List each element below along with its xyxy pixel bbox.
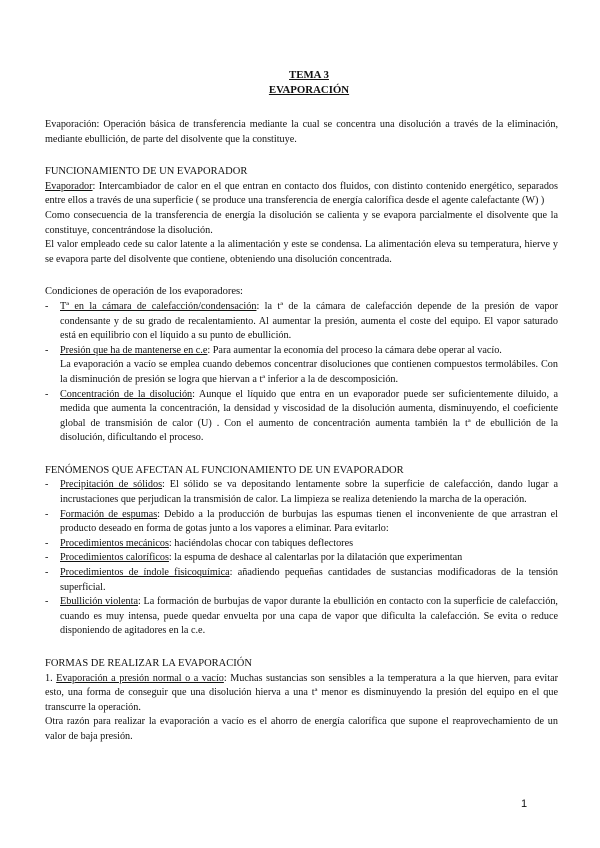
evaporador-definition [45,180,558,209]
list-term: Precipitación de sólidos [60,479,163,491]
list-dash: - [45,479,49,491]
title-line-2: EVAPORACIÓN [268,84,350,96]
intro-paragraph: Evaporación: Operación básica de transferencia mediante la cual se concentra una disolución a través de la eliminación, mediante ebullición, de parte del disolvente que la constituye. [45,119,558,145]
list-term: Ebullición violenta [60,596,138,608]
list-dash: - [45,344,49,356]
list-item-continuation: La evaporación a vacío se emplea cuando debemos concentrar disoluciones que contienen compuestos termolábiles. Con la disminución de presión se logra que hiervan a tª inferior a la de descomposición. [60,359,558,385]
list-item [45,537,558,552]
list-term: Tª en la cámara de calefacción/condensación [60,300,257,312]
list-text: : El sólido se va depositando lentamente sobre la superficie de calefacción, dando lugar a incrustaciones que perjudican la transmisión de calor. La limpieza se realiza deteniendo la marcha de la operación. [60,479,558,506]
list-item [45,551,558,566]
funcionamiento-paragraph-3: El valor empleado cede su calor latente a la alimentación y este se condensa. La alimentación eleva su temperatura, hierve y se evapora parte del disolvente que contiene, obteniendo una disolución concentrada. [45,239,558,265]
list-text: : la espuma de deshace al calentarlas por la dilatación que experimentan [168,552,463,564]
list-text: : Aunque el líquido que entra en un evaporador puede ser suficientemente diluido, a medida que aumenta la concentración, la densidad y viscosidad de la disolución aumenta, disminuyendo, el coeficiente global de transmisión de calor (U) . Con el aumento de concentración aumenta también la tª de ebullición de la disolución, dificultando el proceso. [60,388,558,444]
section-heading-funcionamiento: FUNCIONAMIENTO DE UN EVAPORADOR [45,166,248,178]
list-text: : La formación de burbujas de vapor durante la ebullición en contacto con la superficie de calefacción, cuando es muy intensa, puede quedar envuelta por una capa de vapor que dificulta la calefacción. Se evita o reduce disponiendo de agitadores en la c.e. [60,596,558,637]
formas-text: : Muchas sustancias son sensibles a la temperatura a la que hierven, para evitar esto, una forma de conseguir que una disolución hierva a una tª menor es disminuyendo la presión del equipo en el que transcurre la operación. [45,672,558,713]
list-text: : la tª de la cámara de calefacción depende de la presión de vapor condensante y de su grado de recalentamiento. Al aumentar la presión, aumenta el coste del equipo. El vapor saturado está en equilibrio con el líquido a su punto de ebullición. [60,300,559,342]
list-item [45,300,558,344]
formas-term: Evaporación a presión normal o a vacío [56,672,224,684]
formas-paragraph-2: Otra razón para realizar la evaporación a vacío es el ahorro de energía calorífica que supone el reaprovechamiento de un valor de baja presión. [45,716,558,742]
list-text: : Para aumentar la economía del proceso la cámara debe operar al vacío. [207,344,502,356]
list-term: Formación de espumas [60,508,158,520]
list-item [45,344,558,359]
list-dash: - [45,508,49,520]
list-dash: - [45,567,49,579]
list-term: Procedimientos mecánicos [60,537,169,549]
page-number: 1 [521,798,528,810]
list-term: Procedimientos caloríficos [60,552,169,564]
list-dash: - [45,552,49,564]
evaporador-text: : Intercambiador de calor en el que entran en contacto dos fluidos, con distinto contenido energético, separados entre ellos a través de una superficie ( se produce una transferencia de energía calorífica desde el agente calefactante (W) ) [45,180,558,207]
list-item [45,388,558,446]
list-term: Concentración de la disolución [60,388,193,400]
list-dash: - [45,300,49,312]
formas-item-1 [45,672,558,716]
document-page [45,68,558,745]
list-item [45,566,558,595]
title-line-1: TEMA 3 [289,69,329,81]
list-term: Procedimientos de índole fisicoquímica [60,567,230,579]
list-text: : añadiendo pequeñas cantidades de sustancias modificadoras de la tensión superficial. [60,567,558,593]
list-term: Presión que ha de mantenerse en c.e [60,344,208,356]
section-heading-fenomenos: FENÓMENOS QUE AFECTAN AL FUNCIONAMIENTO DE UN EVAPORADOR [45,464,404,476]
list-item [45,508,558,537]
list-item [45,478,558,507]
item-number: 1. [45,672,57,684]
list-text: : Debido a la producción de burbujas las espumas tienen el inconveniente de que arrastran el producto deseado en forma de gotas junto a los vapores a eliminar. Para evitarlo: [60,508,558,535]
list-dash: - [45,537,49,549]
list-dash: - [45,596,49,608]
list-item [45,595,558,639]
section-heading-formas: FORMAS DE REALIZAR LA EVAPORACIÓN [45,658,252,669]
funcionamiento-paragraph-2: Como consecuencia de la transferencia de energía la disolución se calienta y se evapora parcialmente el disolvente que la constituye, concentrándose la disolución. [45,209,558,236]
evaporador-term: Evaporador [45,180,93,192]
list-dash: - [45,388,49,400]
section-heading-condiciones: Condiciones de operación de los evaporadores: [45,286,243,298]
list-text: : haciéndolas chocar con tabiques deflectores [168,537,354,549]
